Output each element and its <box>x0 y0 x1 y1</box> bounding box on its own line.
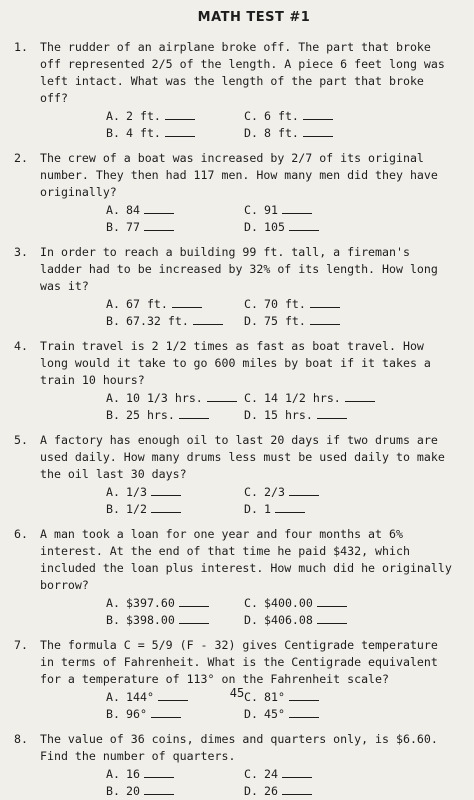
choice-letter: A. <box>106 203 120 217</box>
choice-value: $406.08 <box>264 613 313 627</box>
choice-letter: C. <box>244 596 258 610</box>
answer-blank[interactable] <box>310 313 340 325</box>
question-header <box>14 637 454 688</box>
choice-value: 2 ft. <box>126 109 161 123</box>
choice-value: 105 <box>264 220 285 234</box>
answer-choice <box>106 595 244 612</box>
question-item <box>14 637 454 723</box>
choice-letter: C. <box>244 391 258 405</box>
answer-blank[interactable] <box>144 766 174 778</box>
answer-blank[interactable] <box>144 783 174 795</box>
answer-choices <box>106 484 454 518</box>
choice-letter: D. <box>244 502 258 516</box>
choice-value: 15 hrs. <box>264 408 313 422</box>
answer-blank[interactable] <box>289 484 319 496</box>
answer-blank[interactable] <box>345 390 375 402</box>
choice-letter: D. <box>244 220 258 234</box>
choice-value: 84 <box>126 203 140 217</box>
answer-choice <box>106 390 244 407</box>
question-item <box>14 731 454 800</box>
answer-choice <box>106 125 244 142</box>
answer-blank[interactable] <box>275 501 305 513</box>
choice-letter: A. <box>106 485 120 499</box>
question-header <box>14 39 454 107</box>
choice-letter: D. <box>244 314 258 328</box>
choice-value: 20 <box>126 784 140 798</box>
answer-choice <box>244 202 384 219</box>
choice-letter: C. <box>244 767 258 781</box>
answer-choices <box>106 296 454 330</box>
choice-value: $397.60 <box>126 596 175 610</box>
choice-value: 75 ft. <box>264 314 306 328</box>
answer-choice <box>244 407 384 424</box>
answer-blank[interactable] <box>303 108 333 120</box>
question-number: 6. <box>14 527 28 541</box>
question-text: The formula C = 5/9 (F - 32) gives Centigrade temperature in terms of Fahrenheit. What is the Centigrade equivalent for a temperature of 113° on the Fahrenheit scale? <box>40 638 438 686</box>
answer-choice <box>106 612 244 629</box>
choice-value: 26 <box>264 784 278 798</box>
choice-value: 8 ft. <box>264 126 299 140</box>
question-header <box>14 526 454 594</box>
answer-choice <box>106 783 244 800</box>
choice-value: 1 <box>264 502 271 516</box>
choice-value: 2/3 <box>264 485 285 499</box>
answer-blank[interactable] <box>151 484 181 496</box>
choice-value: 1/3 <box>126 485 147 499</box>
choice-letter: D. <box>244 707 258 721</box>
answer-blank[interactable] <box>151 706 181 718</box>
choice-letter: A. <box>106 690 120 704</box>
question-text: The crew of a boat was increased by 2/7 of its original number. They then had 117 men. How many men did they have originally? <box>40 151 438 199</box>
answer-blank[interactable] <box>151 501 181 513</box>
choice-letter: C. <box>244 690 258 704</box>
question-header <box>14 731 454 765</box>
choice-letter: A. <box>106 767 120 781</box>
answer-choice <box>106 296 244 313</box>
choice-value: 6 ft. <box>264 109 299 123</box>
question-number: 5. <box>14 433 28 447</box>
answer-choice <box>244 612 384 629</box>
choice-letter: B. <box>106 613 120 627</box>
answer-blank[interactable] <box>282 766 312 778</box>
question-text: In order to reach a building 99 ft. tall, a fireman's ladder had to be increased by 32% of its length. How long was it? <box>40 245 438 293</box>
question-item <box>14 526 454 629</box>
question-header <box>14 338 454 389</box>
question-number: 4. <box>14 339 28 353</box>
choice-letter: A. <box>106 297 120 311</box>
choice-letter: B. <box>106 126 120 140</box>
answer-blank[interactable] <box>165 108 195 120</box>
page-number: 45 <box>229 686 245 700</box>
answer-choice <box>244 125 384 142</box>
choice-letter: B. <box>106 784 120 798</box>
answer-blank[interactable] <box>144 219 174 231</box>
question-header <box>14 432 454 483</box>
choice-value: 91 <box>264 203 278 217</box>
choice-letter: A. <box>106 596 120 610</box>
choice-letter: B. <box>106 502 120 516</box>
choice-letter: B. <box>106 707 120 721</box>
answer-choice <box>244 501 384 518</box>
choice-letter: C. <box>244 109 258 123</box>
answer-choices <box>106 108 454 142</box>
question-number: 7. <box>14 638 28 652</box>
answer-choice <box>106 766 244 783</box>
answer-blank[interactable] <box>207 390 237 402</box>
question-item <box>14 432 454 518</box>
answer-choice <box>244 783 384 800</box>
answer-choice <box>106 202 244 219</box>
answer-choice <box>106 313 244 330</box>
choice-value: 67 ft. <box>126 297 168 311</box>
answer-choices <box>106 595 454 629</box>
choice-value: 70 ft. <box>264 297 306 311</box>
question-header <box>14 150 454 201</box>
choice-value: 24 <box>264 767 278 781</box>
answer-choice <box>244 219 384 236</box>
question-item <box>14 244 454 330</box>
choice-value: 16 <box>126 767 140 781</box>
answer-choices <box>106 766 454 800</box>
choice-value: $398.00 <box>126 613 175 627</box>
choice-value: 96° <box>126 707 147 721</box>
answer-choice <box>244 766 384 783</box>
question-text: A factory has enough oil to last 20 days if two drums are used daily. How many drums less must be used daily to make the oil last 30 days? <box>40 433 445 481</box>
question-item <box>14 338 454 424</box>
answer-blank[interactable] <box>179 407 209 419</box>
answer-choice <box>244 595 384 612</box>
answer-choice <box>244 484 384 501</box>
answer-blank[interactable] <box>165 125 195 137</box>
answer-blank[interactable] <box>289 219 319 231</box>
answer-choice <box>244 108 384 125</box>
choice-letter: C. <box>244 485 258 499</box>
choice-value: 144° <box>126 690 154 704</box>
answer-blank[interactable] <box>289 706 319 718</box>
choice-letter: B. <box>106 220 120 234</box>
question-number: 2. <box>14 151 28 165</box>
choice-value: 81° <box>264 690 285 704</box>
answer-blank[interactable] <box>317 407 347 419</box>
choice-letter: D. <box>244 784 258 798</box>
choice-letter: A. <box>106 391 120 405</box>
question-number: 3. <box>14 245 28 259</box>
choice-value: 45° <box>264 707 285 721</box>
answer-blank[interactable] <box>310 296 340 308</box>
question-item <box>14 150 454 236</box>
page-title: MATH TEST #1 <box>197 10 311 25</box>
answer-blank[interactable] <box>282 783 312 795</box>
choice-letter: B. <box>106 408 120 422</box>
answer-blank[interactable] <box>179 595 209 607</box>
choice-letter: D. <box>244 613 258 627</box>
question-item <box>14 39 454 142</box>
choice-letter: C. <box>244 297 258 311</box>
question-text: The value of 36 coins, dimes and quarters only, is $6.60. Find the number of quarters. <box>40 732 438 763</box>
question-number: 8. <box>14 732 28 746</box>
answer-choice <box>106 501 244 518</box>
choice-letter: C. <box>244 203 258 217</box>
choice-letter: D. <box>244 126 258 140</box>
answer-choice <box>106 219 244 236</box>
answer-choice <box>244 706 384 723</box>
choice-value: 14 1/2 hrs. <box>264 391 341 405</box>
answer-choice <box>106 108 244 125</box>
answer-choices <box>106 390 454 424</box>
answer-blank[interactable] <box>193 313 223 325</box>
answer-choice <box>106 407 244 424</box>
question-text: A man took a loan for one year and four months at 6% interest. At the end of that time he paid $432, which included the loan plus interest. How much did he originally borrow? <box>40 527 452 592</box>
question-number: 1. <box>14 40 28 54</box>
choice-value: 4 ft. <box>126 126 161 140</box>
answer-choice <box>244 313 384 330</box>
answer-blank[interactable] <box>303 125 333 137</box>
choice-value: 25 hrs. <box>126 408 175 422</box>
answer-blank[interactable] <box>144 202 174 214</box>
choice-value: 10 1/3 hrs. <box>126 391 203 405</box>
choice-letter: A. <box>106 109 120 123</box>
answer-choice <box>244 296 384 313</box>
answer-blank[interactable] <box>282 202 312 214</box>
choice-value: 67.32 ft. <box>126 314 189 328</box>
choice-value: 77 <box>126 220 140 234</box>
question-header <box>14 244 454 295</box>
answer-choice <box>106 706 244 723</box>
answer-blank[interactable] <box>317 595 347 607</box>
question-text: Train travel is 2 1/2 times as fast as boat travel. How long would it take to go 600 miles by boat if it takes a train 10 hours? <box>40 339 431 387</box>
answer-choice <box>244 390 384 407</box>
answer-choice <box>106 484 244 501</box>
question-text: The rudder of an airplane broke off. The part that broke off represented 2/5 of the length. A piece 6 feet long was left intact. What was the length of the part that broke off? <box>40 40 445 105</box>
choice-letter: D. <box>244 408 258 422</box>
answer-blank[interactable] <box>317 612 347 624</box>
choice-letter: B. <box>106 314 120 328</box>
answer-blank[interactable] <box>172 296 202 308</box>
answer-blank[interactable] <box>179 612 209 624</box>
choice-value: $400.00 <box>264 596 313 610</box>
choice-value: 1/2 <box>126 502 147 516</box>
answer-choices <box>106 202 454 236</box>
